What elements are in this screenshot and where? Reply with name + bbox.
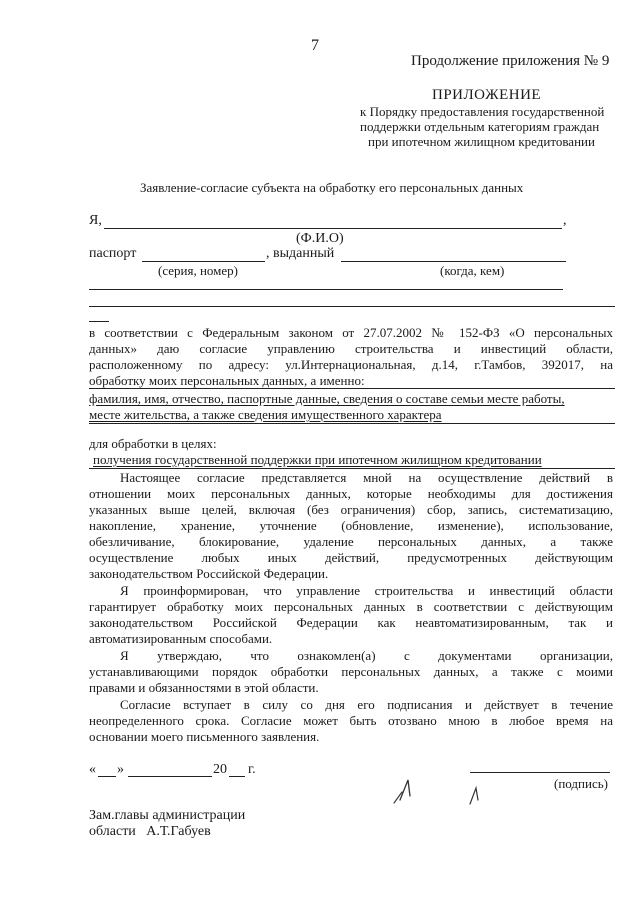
blank-line[interactable] <box>89 306 615 307</box>
document-title: Заявление-согласие субъекта на обработку его персональных данных <box>140 180 524 195</box>
purpose-label: для обработки в целях: <box>89 436 217 451</box>
intro-line: обработку моих персональных данных, а именно: <box>89 373 365 388</box>
signature-caption: (подпись) <box>554 776 608 791</box>
appendix-title: ПРИЛОЖЕНИЕ <box>432 87 542 103</box>
data-list-line: месте жительства, а также сведения имущественного характера <box>89 407 442 422</box>
blank-line-short <box>89 321 109 322</box>
para4-line: неопределенного срока. Согласие может быть отозвано мною в любое время на <box>89 713 613 728</box>
handwritten-signature-marks <box>380 770 500 810</box>
purpose-value: получения государственной поддержки при ипотечном жилищном кредитовании <box>93 452 542 467</box>
date-open-quote: « <box>89 762 96 777</box>
underline-rule <box>89 423 615 424</box>
when-whom-caption: (когда, кем) <box>440 263 505 278</box>
para4-line: основании моего письменного заявления. <box>89 729 320 744</box>
date-year-suffix: г. <box>248 762 256 777</box>
para3-line: правами и обязанностями в этой области. <box>89 680 319 695</box>
underline-rule <box>89 468 615 469</box>
issued-label: , выданный <box>266 246 335 261</box>
para1-line: указанных выше целей, включая (без ограничения) сбор, запись, систематизацию, <box>89 502 613 517</box>
date-close-quote: » <box>117 762 124 777</box>
continuation-note: Продолжение приложения № 9 <box>411 53 610 69</box>
fio-comma: , <box>563 213 567 228</box>
para1-line: осуществление любых иных действий, предусмотренных действующим <box>89 550 613 565</box>
date-year-field[interactable] <box>229 776 245 777</box>
data-list-line: фамилия, имя, отчество, паспортные данные, сведения о составе семьи месте работы, <box>89 391 565 406</box>
para2-line: гарантирует обработку моих персональных данных в соответствии с действующим <box>89 599 613 614</box>
series-number-caption: (серия, номер) <box>158 263 238 278</box>
para2-line: законодательством Российской Федерации как неавтоматизированным, так и <box>89 615 613 630</box>
para1-line: отношении моих персональных данных, которые необходимы для достижения <box>89 486 613 501</box>
date-day-field[interactable] <box>98 776 116 777</box>
intro-line: данных» даю согласие управлению строительства и инвестиций области, <box>89 341 613 356</box>
para3-line: Я утверждаю, что ознакомлен(а) с документами организации, <box>120 648 613 663</box>
para1-line: обезличивание, блокирование, удаление персональных данных, а также <box>89 534 613 549</box>
intro-line: в соответствии с Федеральным законом от 27.07.2002 № 152-ФЗ «О персональных <box>89 325 613 340</box>
appendix-subtitle-line: при ипотечном жилищном кредитовании <box>368 134 595 149</box>
date-year-prefix: 20 <box>213 762 227 777</box>
intro-line: расположенному по адресу: ул.Интернациональная, д.14, г.Тамбов, 392017, на <box>89 357 613 372</box>
fio-field-line[interactable] <box>104 228 562 229</box>
issued-by-line[interactable] <box>341 261 566 262</box>
signatory-position: Зам.главы администрации <box>89 808 246 823</box>
signatory-name: области А.Т.Габуев <box>89 824 211 839</box>
appendix-subtitle-line: поддержки отдельным категориям граждан <box>360 119 600 134</box>
para4-line: Согласие вступает в силу со дня его подписания и действует в течение <box>120 697 613 712</box>
para1-line: законодательством Российской Федерации. <box>89 566 329 581</box>
page-number: 7 <box>311 37 319 54</box>
blank-line[interactable] <box>89 289 563 290</box>
underline-rule <box>89 388 615 389</box>
para1-line: накопление, хранение, уточнение (обновление, изменение), использование, <box>89 518 613 533</box>
passport-number-line[interactable] <box>142 261 265 262</box>
para3-line: устанавливающими порядок обработки персональных данных, а также с моими <box>89 664 613 679</box>
para2-line: автоматизированным способами. <box>89 631 273 646</box>
appendix-subtitle-line: к Порядку предоставления государственной <box>360 104 605 119</box>
para1-line: Настоящее согласие представляется мной на осуществление действий в <box>120 470 613 485</box>
fio-caption: (Ф.И.О) <box>296 231 344 246</box>
ya-label: Я, <box>89 213 102 228</box>
date-month-field[interactable] <box>128 776 212 777</box>
para2-line: Я проинформирован, что управление строительства и инвестиций области <box>120 583 613 598</box>
passport-label: паспорт <box>89 246 137 261</box>
